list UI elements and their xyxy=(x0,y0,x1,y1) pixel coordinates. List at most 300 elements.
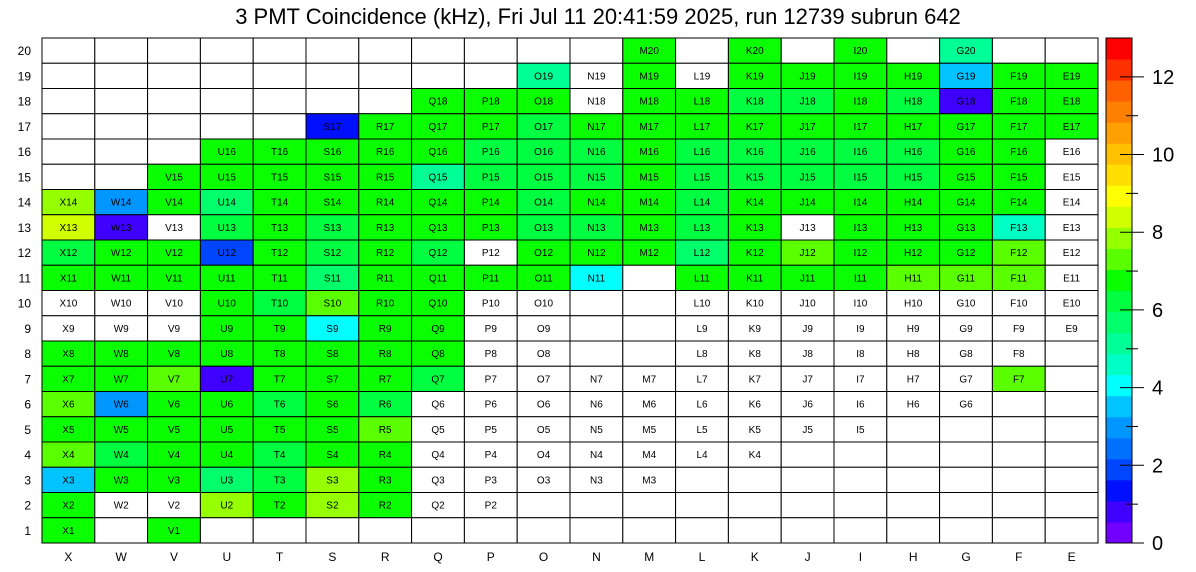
cell-label: K13 xyxy=(745,222,764,234)
cell-label: S5 xyxy=(326,424,339,436)
heatmap-cell xyxy=(359,63,412,88)
heatmap-cell xyxy=(253,114,306,139)
cell-label: V2 xyxy=(167,500,181,512)
cell-label: R7 xyxy=(378,374,392,386)
cell-label: S4 xyxy=(326,450,339,462)
heatmap-cell xyxy=(200,114,253,139)
colorbar-segment xyxy=(1106,312,1132,334)
cell-label: J17 xyxy=(799,121,816,133)
cell-label: K19 xyxy=(745,71,764,83)
x-tick-label: K xyxy=(750,550,759,564)
cell-label: G15 xyxy=(956,172,976,184)
heatmap-cell xyxy=(1045,467,1098,492)
cell-label: P13 xyxy=(481,222,500,234)
colorbar-segment xyxy=(1106,80,1132,102)
cell-label: T15 xyxy=(270,172,289,184)
x-tick-label: M xyxy=(644,550,655,564)
cell-label: L17 xyxy=(693,121,711,133)
colorbar-segment xyxy=(1106,143,1132,165)
heatmap-cell xyxy=(95,518,148,543)
cell-label: Q18 xyxy=(428,96,448,108)
x-tick-label: X xyxy=(64,550,73,564)
cell-label: X12 xyxy=(59,248,78,260)
cell-label: G14 xyxy=(956,197,976,209)
cell-label: X14 xyxy=(59,197,78,209)
cell-label: M3 xyxy=(642,475,657,487)
cell-label: S7 xyxy=(326,374,339,386)
cell-label: M5 xyxy=(642,424,657,436)
cell-label: X2 xyxy=(62,500,75,512)
cell-label: E11 xyxy=(1063,273,1081,285)
x-tick-label: N xyxy=(592,550,601,564)
cell-label: T7 xyxy=(273,374,286,386)
cell-label: E18 xyxy=(1062,96,1081,108)
heatmap-cell xyxy=(728,467,781,492)
heatmap-cell xyxy=(940,518,993,543)
cell-label: U8 xyxy=(220,349,234,361)
cell-label: H15 xyxy=(904,172,923,184)
heatmap-cell xyxy=(517,38,570,63)
cell-label: K17 xyxy=(745,121,764,133)
cell-label: S15 xyxy=(323,172,342,184)
colorbar-segment xyxy=(1106,227,1132,249)
cell-label: S17 xyxy=(323,121,342,133)
cell-label: J8 xyxy=(802,349,813,361)
cell-label: H10 xyxy=(904,298,923,310)
colorbar-tick-label: 4 xyxy=(1152,377,1164,400)
heatmap-cell xyxy=(887,467,940,492)
cell-label: T13 xyxy=(270,222,289,234)
heatmap-cell xyxy=(95,164,148,189)
cell-label: O10 xyxy=(534,298,554,310)
cell-label: F8 xyxy=(1012,349,1025,361)
cell-label: H18 xyxy=(904,96,923,108)
cell-label: M17 xyxy=(639,121,659,133)
cell-label: I19 xyxy=(853,71,868,83)
heatmap-cell xyxy=(1045,38,1098,63)
heatmap-cell xyxy=(992,493,1045,518)
cell-label: K5 xyxy=(748,424,761,436)
heatmap-cell xyxy=(623,341,676,366)
colorbar-tick-label: 2 xyxy=(1152,455,1164,478)
cell-label: V3 xyxy=(167,475,181,487)
x-tick-label: G xyxy=(961,550,971,564)
cell-label: K4 xyxy=(748,450,761,462)
x-tick-label: R xyxy=(380,550,390,564)
cell-label: Q2 xyxy=(431,500,445,512)
cell-label: S11 xyxy=(323,273,341,285)
colorbar-segment xyxy=(1106,38,1132,60)
cell-label: N14 xyxy=(587,197,606,209)
cell-label: T14 xyxy=(270,197,289,209)
colorbar-segment xyxy=(1106,354,1132,376)
cell-label: E9 xyxy=(1065,323,1078,335)
cell-label: I5 xyxy=(856,424,865,436)
x-tick-label: F xyxy=(1015,550,1023,564)
cell-label: R2 xyxy=(378,500,392,512)
cell-label: N15 xyxy=(587,172,606,184)
heatmap-cell xyxy=(781,518,834,543)
heatmap-cell xyxy=(887,518,940,543)
cell-label: U5 xyxy=(220,424,234,436)
cell-label: X8 xyxy=(62,349,75,361)
y-tick-label: 2 xyxy=(24,498,31,513)
cell-label: V12 xyxy=(165,248,183,260)
colorbar-tick-label: 6 xyxy=(1152,299,1164,322)
cell-label: R4 xyxy=(378,450,392,462)
cell-label: U9 xyxy=(220,323,234,335)
cell-label: G9 xyxy=(959,323,973,335)
cell-label: F17 xyxy=(1010,121,1028,133)
cell-label: P16 xyxy=(481,147,500,159)
cell-label: J13 xyxy=(799,222,816,234)
colorbar-segment xyxy=(1106,291,1132,313)
cell-label: L10 xyxy=(693,298,711,310)
heatmap-cell xyxy=(464,63,517,88)
heatmap-cell xyxy=(412,63,465,88)
colorbar-tick-label: 10 xyxy=(1152,144,1175,167)
heatmap-cell xyxy=(992,442,1045,467)
y-tick-label: 3 xyxy=(24,473,31,488)
cell-label: W4 xyxy=(113,450,129,462)
heatmap-cell xyxy=(623,291,676,316)
cell-label: P12 xyxy=(481,248,500,260)
heatmap-cell xyxy=(781,38,834,63)
heatmap-cell xyxy=(781,467,834,492)
cell-label: S13 xyxy=(323,222,342,234)
cell-label: O6 xyxy=(536,399,551,411)
cell-label: O3 xyxy=(536,475,551,487)
heatmap-cell xyxy=(570,316,623,341)
cell-label: X3 xyxy=(62,475,75,487)
cell-label: N6 xyxy=(590,399,603,411)
cell-label: J6 xyxy=(802,399,813,411)
cell-label: Q13 xyxy=(428,222,448,234)
cell-label: I14 xyxy=(853,197,868,209)
cell-label: S6 xyxy=(326,399,339,411)
cell-label: S12 xyxy=(323,248,342,260)
cell-label: W5 xyxy=(113,424,129,436)
cell-label: Q12 xyxy=(428,248,448,260)
cell-label: R11 xyxy=(376,273,395,285)
cell-label: N17 xyxy=(587,121,606,133)
heatmap-cell xyxy=(940,417,993,442)
y-tick-label: 20 xyxy=(17,44,31,59)
cell-label: N7 xyxy=(590,374,603,386)
heatmap-cell xyxy=(940,442,993,467)
cell-label: O7 xyxy=(536,374,551,386)
cell-label: T12 xyxy=(270,248,289,260)
cell-label: M18 xyxy=(639,96,659,108)
heatmap-cell xyxy=(306,518,359,543)
cell-label: X10 xyxy=(59,298,78,310)
cell-label: V6 xyxy=(167,399,181,411)
heatmap-cell xyxy=(253,89,306,114)
cell-label: V5 xyxy=(167,424,181,436)
cell-label: L9 xyxy=(696,323,708,335)
colorbar-segment xyxy=(1106,59,1132,81)
y-tick-label: 8 xyxy=(24,347,31,362)
cell-label: S9 xyxy=(326,323,339,335)
cell-label: P7 xyxy=(484,374,497,386)
cell-label: I11 xyxy=(853,273,867,285)
cell-label: Q6 xyxy=(431,399,445,411)
colorbar-tick-label: 8 xyxy=(1152,222,1164,245)
y-tick-label: 6 xyxy=(24,397,31,412)
cell-label: U2 xyxy=(220,500,234,512)
cell-label: N12 xyxy=(587,248,606,260)
cell-label: Q8 xyxy=(431,349,445,361)
heatmap-cell xyxy=(306,89,359,114)
cell-label: O4 xyxy=(536,450,551,462)
heatmap-cell xyxy=(148,114,201,139)
cell-label: P15 xyxy=(481,172,500,184)
heatmap-cell xyxy=(148,139,201,164)
cell-label: R12 xyxy=(376,248,395,260)
y-tick-label: 7 xyxy=(24,372,31,387)
cell-label: H6 xyxy=(906,399,920,411)
cell-label: I8 xyxy=(856,349,865,361)
cell-label: N16 xyxy=(587,147,606,159)
cell-label: F16 xyxy=(1010,147,1028,159)
y-tick-label: 12 xyxy=(17,246,31,261)
cell-label: H19 xyxy=(904,71,923,83)
cell-label: X4 xyxy=(62,450,75,462)
heatmap-cell xyxy=(95,139,148,164)
heatmap-cell xyxy=(887,442,940,467)
x-tick-label: E xyxy=(1067,550,1076,564)
cell-label: J7 xyxy=(802,374,813,386)
cell-label: T16 xyxy=(270,147,289,159)
cell-label: V11 xyxy=(165,273,183,285)
x-tick-label: U xyxy=(222,550,232,564)
x-tick-label: Q xyxy=(433,550,443,564)
x-tick-label: L xyxy=(698,550,706,564)
cell-label: I18 xyxy=(853,96,868,108)
cell-label: L8 xyxy=(696,349,708,361)
cell-label: R13 xyxy=(376,222,395,234)
cell-label: H13 xyxy=(904,222,923,234)
cell-label: P4 xyxy=(484,450,497,462)
cell-label: O5 xyxy=(536,424,551,436)
heatmap-cell xyxy=(992,392,1045,417)
cell-label: R9 xyxy=(378,323,392,335)
heatmap-cell xyxy=(1045,417,1098,442)
cell-label: W9 xyxy=(113,323,129,335)
cell-label: M19 xyxy=(639,71,659,83)
cell-label: G12 xyxy=(956,248,976,260)
cell-label: F19 xyxy=(1010,71,1028,83)
cell-label: P10 xyxy=(481,298,500,310)
cell-label: Q10 xyxy=(428,298,448,310)
y-tick-label: 14 xyxy=(17,195,31,210)
cell-label: Q4 xyxy=(431,450,445,462)
heatmap-cell xyxy=(887,493,940,518)
y-tick-label: 10 xyxy=(17,296,31,311)
cell-label: H16 xyxy=(904,147,923,159)
heatmap-cell xyxy=(623,316,676,341)
cell-label: M7 xyxy=(642,374,657,386)
heatmap-cell xyxy=(253,63,306,88)
cell-label: G10 xyxy=(956,298,976,310)
cell-label: E16 xyxy=(1062,147,1081,159)
cell-label: L14 xyxy=(693,197,711,209)
cell-label: Q14 xyxy=(428,197,448,209)
cell-label: T9 xyxy=(273,323,286,335)
cell-label: U7 xyxy=(220,374,234,386)
cell-label: V1 xyxy=(167,525,181,537)
cell-label: S10 xyxy=(323,298,342,310)
cell-label: I13 xyxy=(853,222,868,234)
cell-label: J12 xyxy=(799,248,816,260)
heatmap-cell xyxy=(517,518,570,543)
heatmap-cell xyxy=(200,89,253,114)
cell-label: U15 xyxy=(217,172,236,184)
cell-label: T2 xyxy=(273,500,286,512)
heatmap-cell xyxy=(148,38,201,63)
heatmap-cell xyxy=(570,493,623,518)
colorbar-segment xyxy=(1106,333,1132,355)
cell-label: L6 xyxy=(696,399,708,411)
colorbar-segment xyxy=(1106,522,1132,544)
cell-label: I6 xyxy=(856,399,865,411)
colorbar-segment xyxy=(1106,375,1132,397)
heatmap-cell xyxy=(623,518,676,543)
heatmap-cell xyxy=(95,89,148,114)
cell-label: K16 xyxy=(745,147,764,159)
cell-label: K15 xyxy=(745,172,764,184)
cell-label: S2 xyxy=(326,500,339,512)
cell-label: O18 xyxy=(534,96,554,108)
cell-label: X1 xyxy=(62,525,75,537)
cell-label: N11 xyxy=(587,273,606,285)
cell-label: T3 xyxy=(273,475,286,487)
heatmap-cell xyxy=(834,442,887,467)
colorbar-segment xyxy=(1106,480,1132,502)
cell-label: G16 xyxy=(956,147,976,159)
cell-label: J9 xyxy=(802,323,813,335)
heatmap-cell xyxy=(570,38,623,63)
heatmap-cell xyxy=(728,518,781,543)
cell-label: N13 xyxy=(587,222,606,234)
heatmap-cell xyxy=(412,518,465,543)
cell-label: U16 xyxy=(217,147,236,159)
cell-label: W11 xyxy=(111,273,132,285)
heatmap-cell xyxy=(42,139,95,164)
cell-label: G20 xyxy=(956,46,976,58)
cell-label: M16 xyxy=(639,147,659,159)
heatmap-cell xyxy=(834,493,887,518)
cell-label: R17 xyxy=(376,121,395,133)
cell-label: H17 xyxy=(904,121,923,133)
cell-label: T10 xyxy=(270,298,289,310)
colorbar-segment xyxy=(1106,164,1132,186)
cell-label: Q9 xyxy=(431,323,445,335)
heatmap-cell xyxy=(359,89,412,114)
cell-label: V14 xyxy=(165,197,183,209)
cell-label: K8 xyxy=(748,349,761,361)
y-tick-label: 19 xyxy=(17,69,31,84)
cell-label: F12 xyxy=(1010,248,1028,260)
colorbar-segment xyxy=(1106,248,1132,270)
cell-label: F13 xyxy=(1010,222,1028,234)
cell-label: V13 xyxy=(165,222,183,234)
heatmap-cell xyxy=(517,493,570,518)
cell-label: I17 xyxy=(853,121,868,133)
cell-label: L7 xyxy=(696,374,708,386)
y-tick-label: 1 xyxy=(24,523,31,538)
heatmap-cell xyxy=(95,38,148,63)
heatmap-cell xyxy=(42,63,95,88)
heatmap-cell xyxy=(570,341,623,366)
cell-label: O12 xyxy=(534,248,554,260)
cell-label: O19 xyxy=(534,71,554,83)
heatmap-cell xyxy=(306,38,359,63)
cell-label: Q11 xyxy=(428,273,448,285)
cell-label: X13 xyxy=(59,222,78,234)
heatmap-cell xyxy=(676,518,729,543)
cell-label: E10 xyxy=(1062,298,1081,310)
cell-label: H8 xyxy=(906,349,920,361)
cell-label: R16 xyxy=(376,147,395,159)
cell-label: S3 xyxy=(326,475,339,487)
y-tick-label: 15 xyxy=(17,170,31,185)
colorbar-segment xyxy=(1106,438,1132,460)
cell-label: V8 xyxy=(167,349,181,361)
heatmap-cell xyxy=(253,38,306,63)
cell-label: J16 xyxy=(799,147,816,159)
cell-label: P9 xyxy=(484,323,497,335)
heatmap-cell xyxy=(728,493,781,518)
cell-label: O11 xyxy=(534,273,553,285)
heatmap-cell xyxy=(676,467,729,492)
colorbar-segment xyxy=(1106,122,1132,144)
x-tick-label: W xyxy=(115,550,127,564)
cell-label: N4 xyxy=(590,450,603,462)
x-tick-label: J xyxy=(804,550,811,564)
cell-label: U14 xyxy=(217,197,236,209)
y-tick-label: 11 xyxy=(18,271,31,286)
y-tick-label: 16 xyxy=(17,145,31,160)
cell-label: V10 xyxy=(165,298,183,310)
cell-label: P6 xyxy=(484,399,497,411)
cell-label: W10 xyxy=(110,298,132,310)
cell-label: E13 xyxy=(1062,222,1081,234)
heatmap-cell xyxy=(940,493,993,518)
colorbar-segment xyxy=(1106,269,1132,291)
cell-label: I15 xyxy=(853,172,868,184)
heatmap-cell xyxy=(992,38,1045,63)
cell-label: I12 xyxy=(853,248,868,260)
cell-label: N5 xyxy=(590,424,603,436)
cell-label: U11 xyxy=(217,273,236,285)
cell-label: F15 xyxy=(1010,172,1028,184)
heatmap-cell xyxy=(464,38,517,63)
cell-label: F7 xyxy=(1012,374,1025,386)
heatmap-cell xyxy=(570,518,623,543)
cell-label: R5 xyxy=(378,424,392,436)
cell-label: I10 xyxy=(853,298,868,310)
heatmap-cell xyxy=(1045,392,1098,417)
cell-label: E19 xyxy=(1062,71,1081,83)
x-tick-label: O xyxy=(538,550,549,564)
cell-label: R15 xyxy=(376,172,395,184)
cell-label: Q5 xyxy=(431,424,445,436)
cell-label: E17 xyxy=(1062,121,1081,133)
heatmap-cell xyxy=(200,518,253,543)
cell-label: H14 xyxy=(904,197,923,209)
heatmap-cell xyxy=(781,493,834,518)
